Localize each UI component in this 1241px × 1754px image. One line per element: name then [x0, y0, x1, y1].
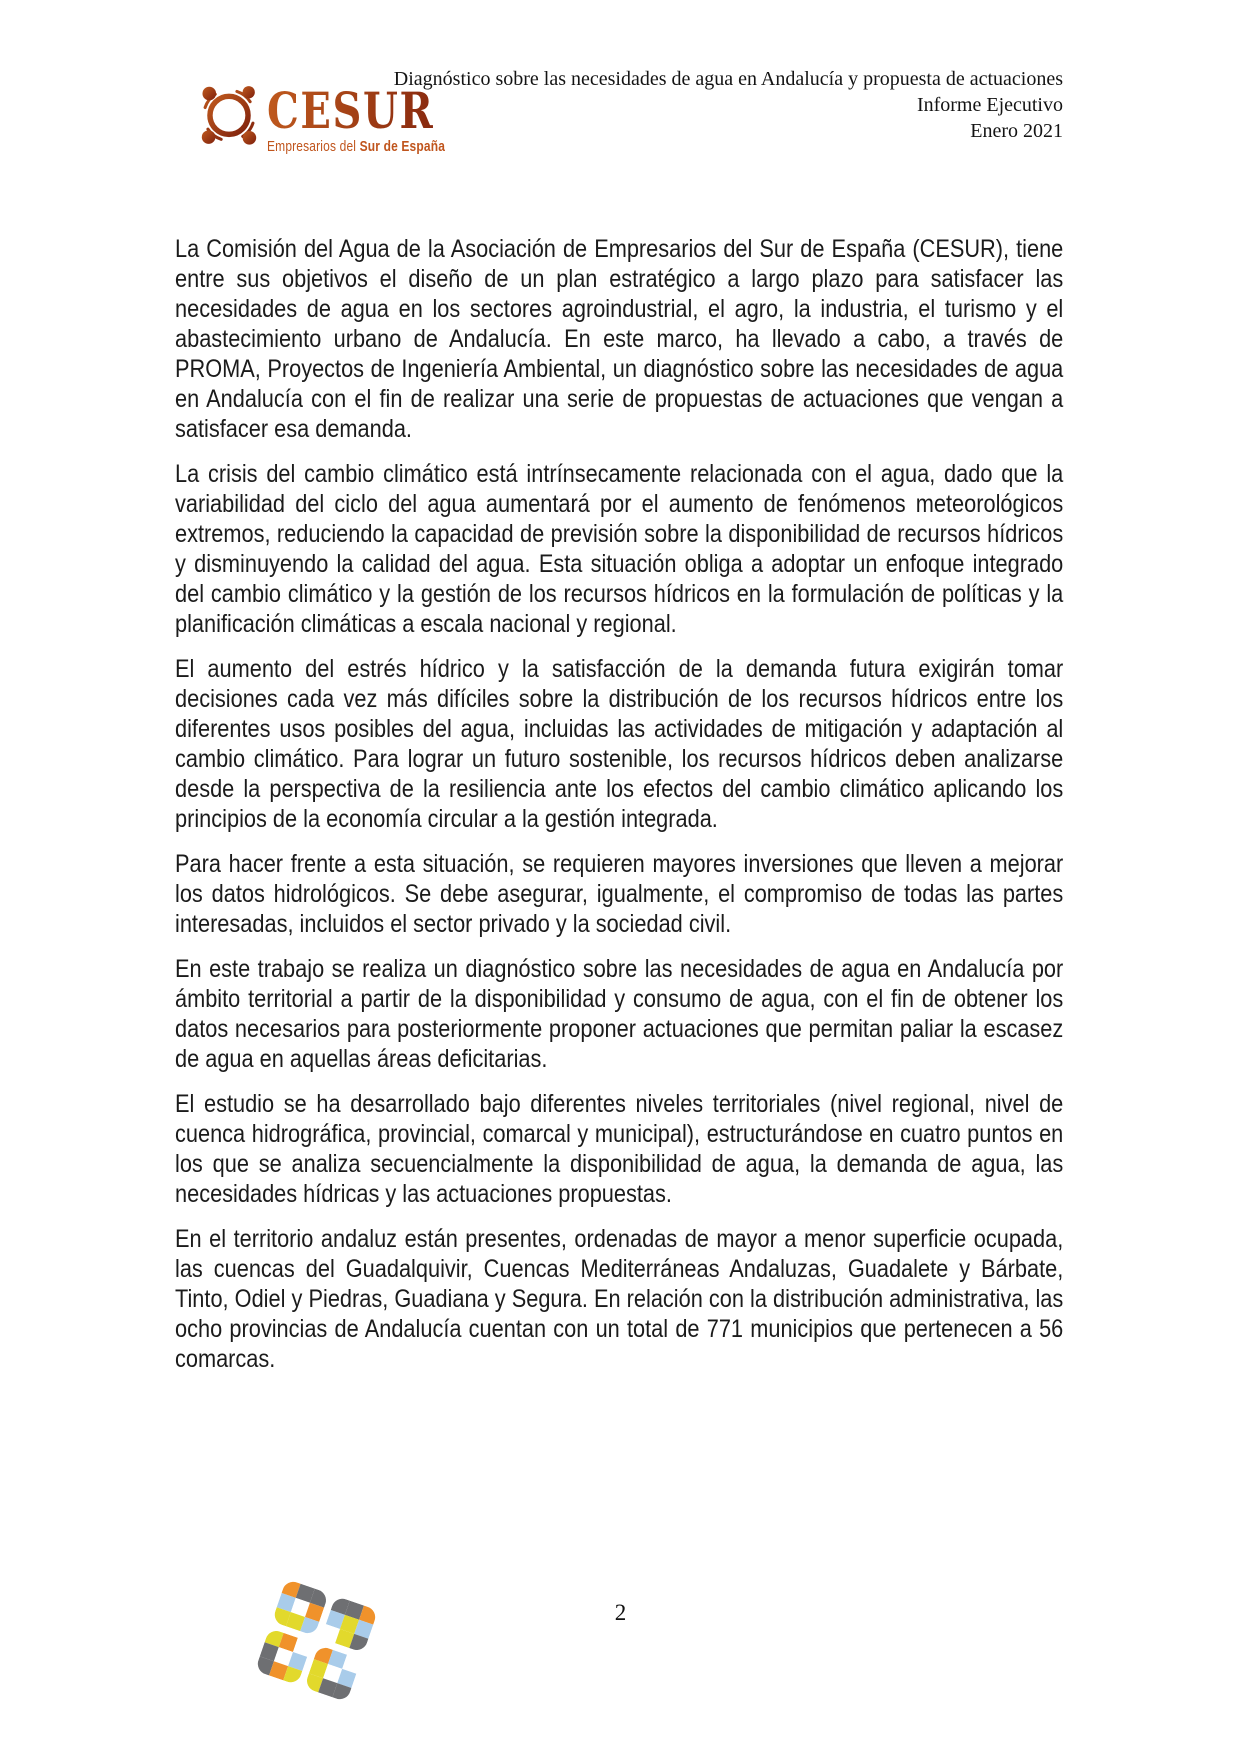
paragraph: La Comisión del Agua de la Asociación de Empresarios del Sur de España (CESUR), tiene entre sus objetivos el diseño de un plan estratégico a largo plazo para satisfacer las necesidades de agua en los sectores agroindustrial, el agro, la industria, el turismo y el abastecimiento urbano de Andalucía. En este marco, ha llevado a cabo, a través de PROMA, Proyectos de Ingeniería Ambiental, un diagnóstico sobre las necesidades de agua en Andalucía con el fin de realizar una serie de propuestas de actuaciones que vengan a satisfacer esa demanda.: [175, 235, 1064, 443]
report-header: [394, 66, 1063, 144]
pinwheel-square: [255, 1628, 312, 1685]
report-date: Enero 2021: [970, 120, 1063, 142]
tagline-bold: Sur de España: [359, 138, 446, 155]
paragraph: El estudio se ha desarrollado bajo diferentes niveles territoriales (nivel regional, nivel de cuenca hidrográfica, provincial, comarcal y municipal), estructurándose en cuatro puntos en los que se analiza secuencialmente la disponibilidad de agua, la demanda de agua, las necesidades hídricas y las actuaciones propuestas.: [175, 1090, 1064, 1208]
report-title: Diagnóstico sobre las necesidades de agua en Andalucía y propuesta de actuaciones: [393, 68, 1063, 90]
cesur-emblem-icon: [195, 78, 263, 150]
paragraph: En el territorio andaluz están presentes, ordenadas de mayor a menor superficie ocupada, las cuencas del Guadalquivir, Cuencas Mediterráneas Andaluzas, Guadalete y Bárbate, Tinto, Odiel y Piedras, Guadiana y Segura. En relación con la distribución administrativa, las ocho provincias de Andalucía cuentan con un total de 771 municipios que pertenecen a 56 comarcas.: [175, 1225, 1064, 1373]
cesur-pinwheel-icon: [255, 1579, 378, 1702]
page-number: 2: [614, 1600, 627, 1625]
pinwheel-square: [272, 1579, 329, 1636]
paragraph: En este trabajo se realiza un diagnóstico sobre las necesidades de agua en Andalucía por ámbito territorial a partir de la disponibilidad y consumo de agua, con el fin de obtener los datos necesarios para posteriormente proponer actuaciones que permitan paliar la escasez de agua en aquellas áreas deficitarias.: [175, 955, 1064, 1073]
pinwheel-square: [304, 1645, 361, 1702]
paragraph: El aumento del estrés hídrico y la satisfacción de la demanda futura exigirán tomar decisiones cada vez más difíciles sobre la distribución de los recursos hídricos entre los diferentes usos posibles del agua, incluidas las actividades de mitigación y adaptación al cambio climático. Para lograr un futuro sostenible, los recursos hídricos deben analizarse desde la perspectiva de la resiliencia ante los efectos del cambio climático aplicando los principios de la economía circular a la gestión integrada.: [175, 655, 1064, 833]
tagline-regular: Empresarios del: [267, 138, 360, 155]
cesur-wordmark: CESUR: [267, 86, 475, 136]
report-subtitle: Informe Ejecutivo: [916, 94, 1063, 116]
paragraph: La crisis del cambio climático está intrínsecamente relacionada con el agua, dado que la variabilidad del ciclo del agua aumentará por el aumento de fenómenos meteorológicos extremos, reduciendo la capacidad de previsión sobre la disponibilidad de recursos hídricos y disminuyendo la calidad del agua. Esta situación obliga a adoptar un enfoque integrado del cambio climático y la gestión de los recursos hídricos en la formulación de políticas y la planificación climáticas a escala nacional y regional.: [175, 460, 1064, 638]
body-text: [175, 234, 1063, 1389]
paragraph: Para hacer frente a esta situación, se requieren mayores inversiones que lleven a mejorar los datos hidrológicos. Se debe asegurar, igualmente, el compromiso de todas las partes interesadas, incluidos el sector privado y la sociedad civil.: [175, 850, 1064, 938]
